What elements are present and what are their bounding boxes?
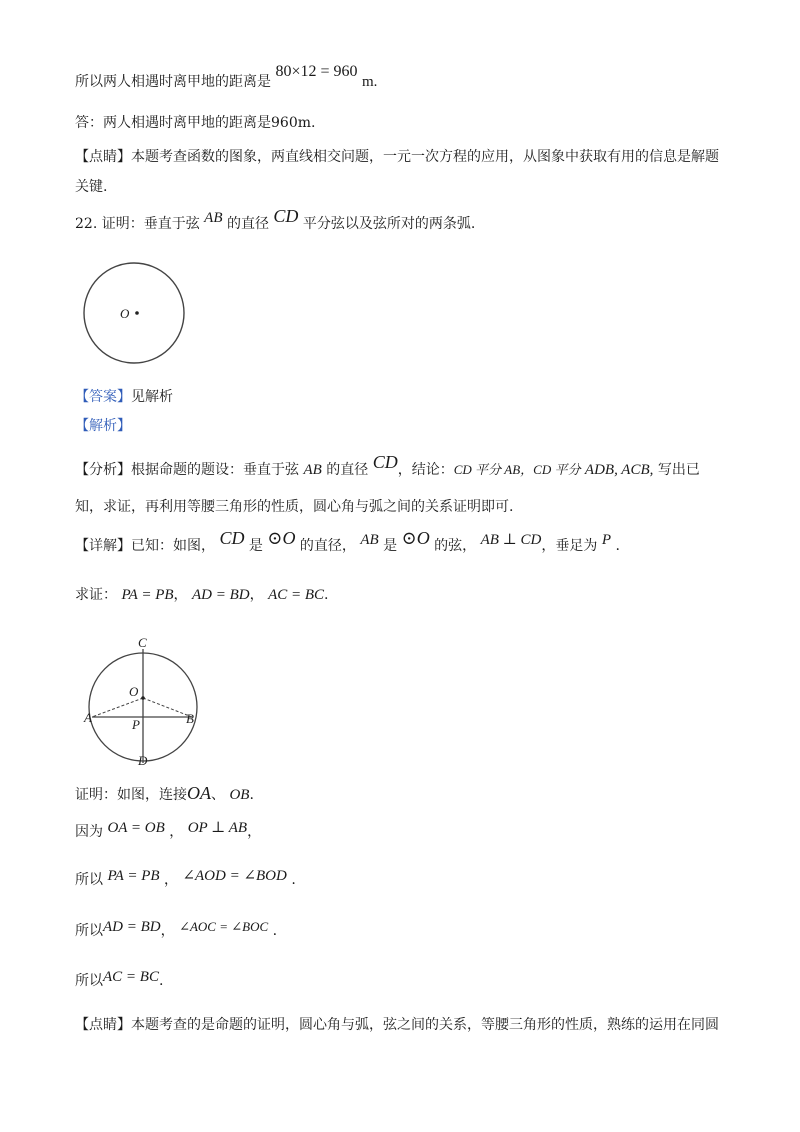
fenxi-tag: 【分析】 (75, 462, 131, 478)
text: 求证： (75, 587, 117, 603)
proof-line-1 (75, 783, 254, 805)
dianjing-tag: 【点睛】 (75, 149, 131, 165)
segment-oa (92, 698, 143, 717)
math-ab: AB (204, 210, 223, 226)
eq-pa-pb: PA = PB (121, 587, 174, 603)
text: ， (163, 872, 178, 888)
text: 是 (248, 538, 263, 554)
center-point (141, 696, 145, 700)
proof-line-5 (75, 967, 163, 987)
math-cd: CD (273, 206, 299, 226)
eq-arc-ac-bc: AC = BC (103, 969, 159, 985)
text: 所以 (75, 872, 103, 888)
proof-line-3 (75, 866, 296, 886)
text: 因为 (75, 824, 103, 840)
text: . (324, 587, 329, 603)
text: 写出已 (657, 462, 700, 478)
text: . (272, 923, 278, 939)
text: 证明：如图，连接 (75, 787, 187, 803)
text: 是 (383, 538, 398, 554)
text: 所以 (75, 973, 103, 989)
math-circle-o: ⊙O (267, 528, 296, 548)
segment-ob (143, 698, 192, 717)
label-d: D (138, 753, 148, 768)
label-a: A (84, 710, 92, 725)
circle (84, 263, 184, 363)
problem-22-statement (75, 206, 476, 234)
dianjing-tag: 【点睛】 (75, 1017, 131, 1033)
math-circle-o: ⊙O (401, 528, 430, 548)
text: ， (169, 824, 184, 840)
conclusion: CD 平分 AB，CD 平分 (453, 462, 581, 477)
sep: ， (173, 587, 188, 603)
math-cd: CD (372, 452, 398, 472)
eq-arc-ac-bc: AC = BC (268, 587, 325, 603)
math-perp: AB ⊥ CD (480, 532, 542, 548)
eq-oa-ob: OA = OB (107, 820, 165, 836)
answer-line: 答：两人相遇时离甲地的距离是960m. (75, 115, 316, 131)
eq-arc-ad-bd: AD = BD (103, 919, 161, 935)
text: 平分弦以及弦所对的两条弧. (302, 216, 476, 232)
text: 的直径， (299, 538, 356, 554)
circle-figure-1 (80, 258, 190, 368)
text: 的弦， (434, 538, 477, 554)
eq-angle-aoc-boc: ∠AOC = ∠BOC (179, 919, 269, 934)
text: 所以 (75, 923, 103, 939)
eq-angle-aod-bod: ∠AOD = ∠BOD (182, 868, 287, 884)
sep: ， (249, 587, 264, 603)
dianjing-continued: 关键. (75, 179, 108, 195)
proof-line-4 (75, 917, 277, 937)
text: 已知：如图， (131, 538, 215, 554)
eq-pa-pb: PA = PB (107, 868, 160, 884)
analysis-tag: 【解析】 (75, 418, 131, 434)
text: . (615, 538, 620, 554)
text: . (291, 872, 296, 888)
math-ab: AB (303, 462, 322, 478)
text: ， (160, 923, 175, 939)
analysis-continued: 知，求证，再利用等腰三角形的性质，圆心角与弧之间的关系证明即可. (75, 499, 514, 515)
unit: m. (361, 74, 378, 90)
dianjing-paragraph (75, 147, 719, 167)
text: 的直径 (326, 462, 369, 478)
text: . (249, 787, 254, 803)
dianjing-text: 本题考查的是命题的证明，圆心角与弧，弦之间的关系，等腰三角形的性质，熟练的运用在同圆 (131, 1017, 719, 1033)
text: ， (247, 824, 262, 840)
to-prove-line (75, 585, 328, 605)
xiangjie-tag: 【详解】 (75, 538, 131, 554)
text: ，结论： (397, 462, 454, 478)
answer-block (75, 387, 173, 407)
answer-text: 见解析 (131, 389, 173, 405)
answer-tag: 【答案】 (75, 389, 131, 405)
eq-arc-ad-bd: AD = BD (191, 587, 250, 603)
math-ob: OB (229, 787, 250, 803)
center-point (135, 311, 139, 315)
text: 、 (211, 787, 225, 803)
label-o: O (120, 306, 130, 321)
label-b: B (186, 711, 194, 726)
dianjing-text: 本题考查函数的图象，两直线相交问题，一元一次方程的应用，从图象中获取有用的信息是解题 (131, 149, 719, 165)
dianjing-paragraph-2 (75, 1015, 719, 1035)
text: 的直径 (226, 216, 269, 232)
line-distance-calc (75, 63, 378, 92)
detail-paragraph (75, 528, 620, 556)
math-p: P (601, 532, 612, 548)
arc-labels: ADB, ACB, (584, 462, 654, 478)
label-p: P (132, 717, 140, 732)
text: 根据命题的题设：垂直于弦 (131, 462, 299, 478)
text: ，垂足为 (541, 538, 598, 554)
text: 22. 证明：垂直于弦 (75, 216, 200, 232)
circle-figure-2 (82, 634, 202, 768)
eq-op-perp-ab: OP ⊥ AB (187, 820, 248, 836)
text: . (158, 973, 164, 989)
text: 所以两人相遇时离甲地的距离是 (75, 74, 271, 90)
label-o: O (129, 684, 139, 699)
proof-line-2 (75, 818, 261, 838)
math-ab: AB (360, 532, 379, 548)
label-c: C (138, 635, 147, 650)
math-cd: CD (219, 528, 245, 548)
equation: 80×12 = 960 (275, 63, 358, 80)
analysis-paragraph (75, 452, 700, 480)
analysis-heading (75, 416, 131, 436)
math-oa: OA (187, 783, 211, 803)
